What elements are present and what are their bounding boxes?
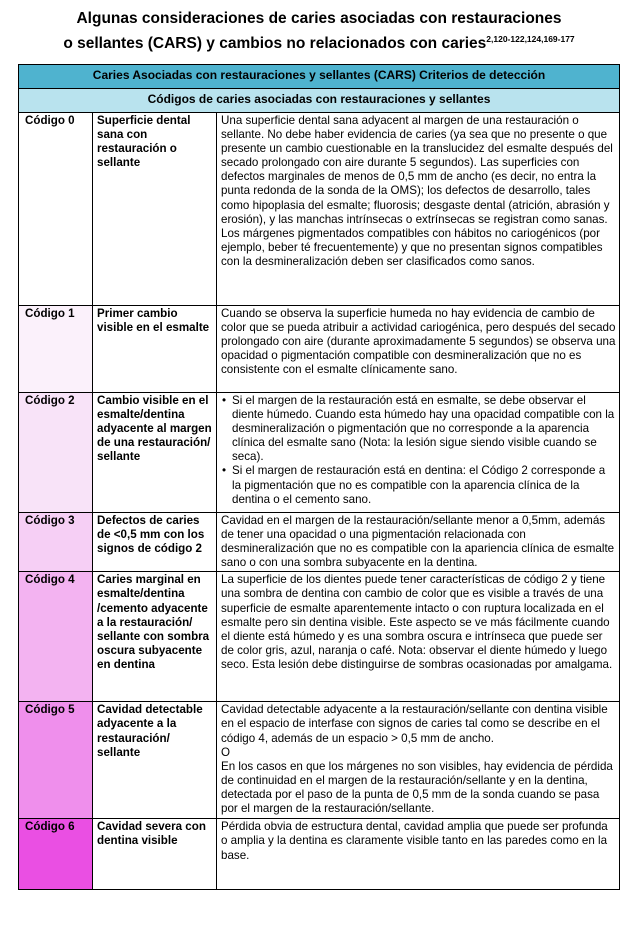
code-cell: Código 6 bbox=[19, 819, 93, 890]
code-cell: Código 5 bbox=[19, 702, 93, 819]
bullet-item: • Si el margen de la restauración está en esmalte, se debe observar el diente húmedo. Cuando esta húmedo hay una opacidad compatible con la desmineralización o pigmentación que no corresponde a la aparencia clínica del esmalte sano (Nota: la lesión sigue siendo visible cuando se seca). bbox=[232, 394, 616, 464]
table-row bbox=[19, 306, 620, 393]
code-cell: Código 1 bbox=[19, 306, 93, 393]
table-row bbox=[19, 513, 620, 572]
table-subheader: Códigos de caries asociadas con restauraciones y sellantes bbox=[19, 89, 620, 113]
table-subheader-row bbox=[19, 89, 620, 113]
title-line-2 bbox=[0, 29, 638, 54]
bullet-list bbox=[221, 394, 616, 507]
title-line-2-text: o sellantes (CARS) y cambios no relacionados con caries bbox=[63, 35, 487, 52]
table-row bbox=[19, 819, 620, 890]
code-name-cell: Superficie dental sana con restauración o sellante bbox=[93, 113, 217, 306]
code-name-cell: Primer cambio visible en el esmalte bbox=[93, 306, 217, 393]
description-cell bbox=[217, 393, 620, 513]
description-part-2: En los casos en que los márgenes no son visibles, hay evidencia de pérdida de continuidad en el margen de la restauración/sellante y en la dentina, detectada por el paso de la punta de 0,5 mm de la sonda cuando se pasa por el margen de la restauración/sellante. bbox=[221, 759, 613, 816]
description-separator: O bbox=[221, 745, 231, 759]
code-name-cell: Caries marginal en esmalte/dentina /cemento adyacente a la restauración/ sellante con sombra oscura subyacente en dentina bbox=[93, 572, 217, 702]
description-cell: La superficie de los dientes puede tener características de código 2 y tiene una sombra de dentina con cambio de color que es visible a través de una superficie de esmalte aparentemente intacto o con ruptura localizada en el esmalte pero sin dentina visible. Este aspecto se ve más fácilmente cuando el diente está húmedo y es una sombra oscura e intrínseca que puede ser de color gris, azul, naranja o café. Nota: observar el diente húmedo y luego seco. Esta lesión debe distinguirse de sombras ocasionadas por amalgama. bbox=[217, 572, 620, 702]
description-cell: Pérdida obvia de estructura dental, cavidad amplia que puede ser profunda o amplia y la dentina es claramente visible tanto en las paredes como en la base. bbox=[217, 819, 620, 890]
table-row bbox=[19, 113, 620, 306]
code-cell: Código 4 bbox=[19, 572, 93, 702]
description-cell: Una superficie dental sana adyacent al margen de una restauración o sellante. No debe haber evidencia de caries (ya sea que no presente o que presente un cambio cuestionable en la translucidez del esmalte después del secado prolongado con aire durante 5 segundos). Las superficies con defectos marginales de menos de 0,5 mm de ancho (es decir, no entra la punta redonda de la sonda de la OMS); los defectos de desarrollo, tales como hipoplasia del esmalte; fluorosis; desgaste dental (atrición, abrasión y erosión), y las manchas intrínsecas o extrínsecas se registran como sanas. Los márgenes pigmentados compatibles con hábitos no cariogénicos (por ejemplo, beber té frecuentemente) y que no presentan signos compatibles con la desmineralización deben ser clasificados como sanos. bbox=[217, 113, 620, 306]
code-name-cell: Cavidad detectable adyacente a la restauración/ sellante bbox=[93, 702, 217, 819]
title-references: 2,120-122,124,169-177 bbox=[486, 34, 575, 44]
table-row bbox=[19, 702, 620, 819]
table-row bbox=[19, 572, 620, 702]
code-name-cell: Cambio visible en el esmalte/dentina adyacente al margen de una restauración/ sellante bbox=[93, 393, 217, 513]
page-title bbox=[0, 8, 638, 54]
description-part-1: Cavidad detectable adyacente a la restauración/sellante con dentina visible en el espacio de interfase con signos de caries tal como se describe en el código 4, además de un espacio > 0,5 mm de ancho. bbox=[221, 703, 608, 745]
cars-criteria-table bbox=[18, 64, 620, 890]
code-cell: Código 2 bbox=[19, 393, 93, 513]
description-cell: Cuando se observa la superficie humeda no hay evidencia de cambio de color que se pueda atribuir a actividad cariogénica, pero después del secado prolongado con aire (durante aproximadamente 5 segundos) se observa una opacidad o pigmentación compatible con desmineralización que no es consistente con el esmalte clínicamente sano. bbox=[217, 306, 620, 393]
table-header: Caries Asociadas con restauraciones y sellantes (CARS) Criterios de detección bbox=[19, 65, 620, 89]
description-cell: Cavidad en el margen de la restauración/sellante menor a 0,5mm, además de tener una opacidad o una pigmentación relacionada con desmineralización que no es compatible con la apariencia clínica de esmalte sano o con una sombra subyacente en la dentina. bbox=[217, 513, 620, 572]
table-row bbox=[19, 393, 620, 513]
table-header-row bbox=[19, 65, 620, 89]
title-line-1: Algunas consideraciones de caries asociadas con restauraciones bbox=[76, 10, 562, 27]
description-cell bbox=[217, 702, 620, 819]
code-cell: Código 3 bbox=[19, 513, 93, 572]
code-cell: Código 0 bbox=[19, 113, 93, 306]
code-name-cell: Defectos de caries de <0,5 mm con los signos de código 2 bbox=[93, 513, 217, 572]
bullet-item: • Si el margen de restauración está en dentina: el Código 2 corresponde a la pigmentación que no es compatible con la aparencia clínica de la dentina o el cemento sano. bbox=[232, 464, 616, 506]
code-name-cell: Cavidad severa con dentina visible bbox=[93, 819, 217, 890]
